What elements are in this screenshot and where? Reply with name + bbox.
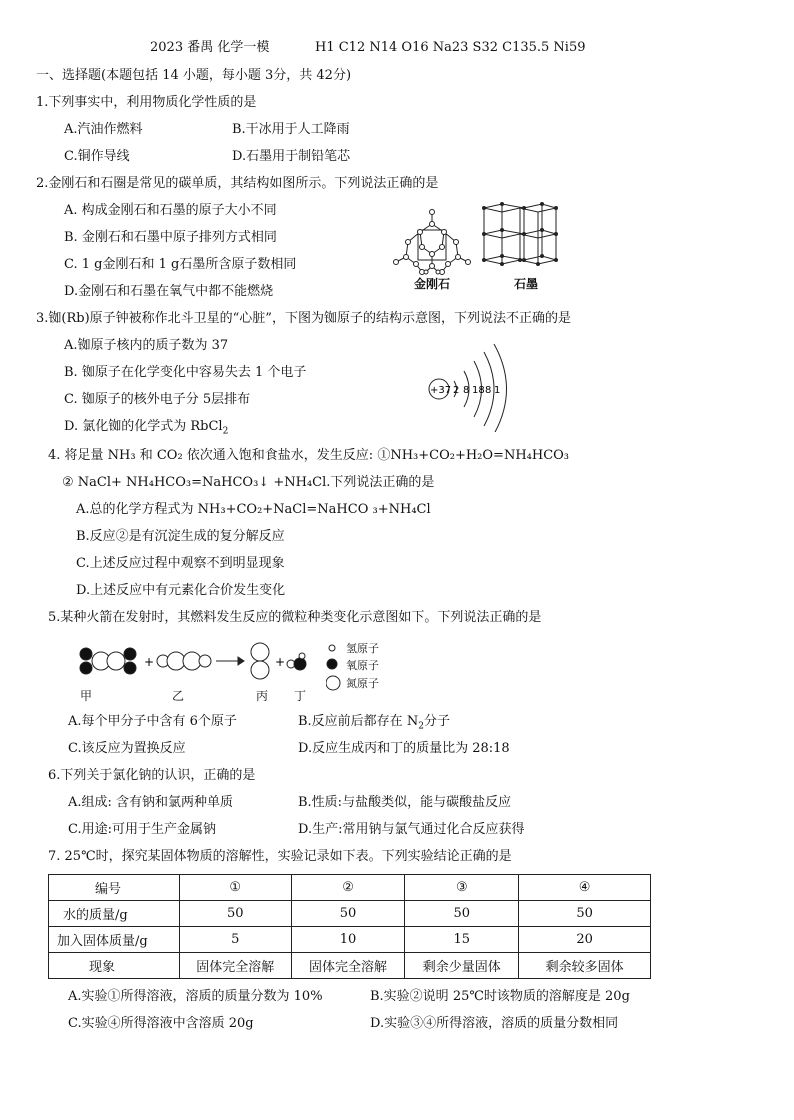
q5-option-b-text: B.反应前后都存在 N [298,714,419,729]
label-yi: 乙 [172,689,185,703]
q7-option-c: C.实验④所得溶液中含溶质 20g [68,1016,254,1031]
legend-markers [326,642,342,692]
table-cell: ② [291,875,405,901]
shell-2-count: 8 [463,385,470,396]
nucleus-charge: +37 [430,385,452,396]
table-cell: 20 [519,927,651,953]
q3-stem: 3.铷(Rb)原子钟被称作北斗卫星的“心脏”，下图为铷原子的结构示意图，下列说法不正确的是 [36,311,571,326]
q5-option-a: A.每个甲分子中含有 6个原子 [68,714,237,729]
q5-option-b-suffix: 分子 [423,714,450,729]
q6-option-d: D.生产:常用钠与氯气通过化合反应获得 [298,822,525,837]
table-row [49,901,651,927]
solubility-table [48,874,651,979]
table-cell: 50 [519,901,651,927]
q6-option-c: C.用途:可用于生产金属钠 [68,822,216,837]
q4-stem-line2: ② NaCl+ NH₄HCO₃=NaHCO₃↓ +NH₄Cl.下列说法正确的是 [62,475,435,490]
q7-stem: 7. 25℃时，探究某固体物质的溶解性，实验记录如下表。下列实验结论正确的是 [48,849,512,864]
q4-stem-line1: 4. 将足量 NH₃ 和 CO₂ 依次通入饱和食盐水，发生反应: ①NH₃+CO₂+H₂O=NH₄HCO₃ [48,448,570,463]
q3-option-b: B. 铷原子在化学变化中容易失去 1 个电子 [64,365,307,380]
graphite-structure [484,204,556,264]
section-heading: 一、选择题(本题包括 14 小题，每小题 3分，共 42分) [36,68,352,83]
q7-option-d: D.实验③④所得溶液，溶质的质量分数相同 [370,1016,619,1031]
table-cell: 50 [405,901,519,927]
table-cell: ④ [519,875,651,901]
table-cell: 编号 [49,875,180,901]
q1-option-b: B.干冰用于人工降雨 [232,122,350,137]
q3-option-c: C. 铷原子的核外电子分 5层排布 [64,392,251,407]
table-cell: 现象 [49,953,180,979]
plus-sign-2: + [275,655,286,669]
table-cell: 15 [405,927,519,953]
q3-option-d-subscript: 2 [222,426,229,437]
shell-3-count: 18 [472,385,485,396]
q5-stem: 5.某种火箭在发射时，其燃料发生反应的微粒种类变化示意图如下。下列说法正确的是 [48,610,542,625]
table-cell: 50 [179,901,291,927]
q1-option-a: A.汽油作燃料 [64,122,143,137]
table-cell: 水的质量/g [49,901,180,927]
q7-option-a: A.实验①所得溶液，溶质的质量分数为 10% [68,989,323,1004]
q2-option-b: B. 金刚石和石墨中原子排列方式相同 [64,230,277,245]
table-cell: 剩余少量固体 [405,953,519,979]
q5-option-d: D.反应生成丙和丁的质量比为 28:18 [298,741,510,756]
q1-stem: 1.下列事实中，利用物质化学性质的是 [36,95,257,110]
table-cell: 固体完全溶解 [291,953,405,979]
q4-option-c: C.上述反应过程中观察不到明显现象 [76,556,285,571]
q1-option-c: C.铜作导线 [64,149,130,164]
table-cell: 5 [179,927,291,953]
label-ding: 丁 [294,689,307,703]
q6-option-a: A.组成: 含有钠和氯两种单质 [68,795,234,810]
q5-option-c: C.该反应为置换反应 [68,741,186,756]
q4-option-a: A.总的化学方程式为 NH₃+CO₂+NaCl=NaHCO ₃+NH₄Cl [76,502,431,517]
q6-option-b: B.性质:与盐酸类似，能与碳酸盐反应 [298,795,512,810]
table-row [49,875,651,901]
q4-option-d: D.上述反应中有元素化合价发生变化 [76,583,286,598]
graphite-label: 石墨 [514,277,539,291]
q2-stem: 2.金刚石和石圈是常见的碳单质，其结构如图所示。下列说法正确的是 [36,176,439,191]
q5-option-b [298,714,450,735]
shell-4-count: 8 [485,385,492,396]
shell-1-count: 2 [453,385,460,396]
exam-title: 2023 番禺 化学一模 [150,40,270,55]
table-row [49,927,651,953]
q2-option-a: A. 构成金刚石和石墨的原子大小不同 [64,203,277,218]
q6-stem: 6.下列关于氯化钠的认识，正确的是 [48,768,256,783]
label-jia: 甲 [80,689,93,703]
plus-sign-1: + [144,655,155,669]
label-bing: 丙 [256,689,269,703]
q2-option-d: D.金刚石和石墨在氧气中都不能燃烧 [64,284,274,299]
table-cell: ③ [405,875,519,901]
table-cell: 固体完全溶解 [179,953,291,979]
q5-option-b-subscript: 2 [418,721,424,732]
q4-option-b: B.反应②是有沉淀生成的复分解反应 [76,529,285,544]
q3-option-d [64,419,228,440]
table-cell: 50 [291,901,405,927]
table-cell: 加入固体质量/g [49,927,180,953]
q3-option-d-text: D. 氯化铷的化学式为 RbCl [64,419,223,434]
diamond-label: 金刚石 [414,277,451,291]
q7-option-b: B.实验②说明 25℃时该物质的溶解度是 20g [370,989,630,1004]
q2-option-c: C. 1 g金刚石和 1 g石墨所含原子数相同 [64,257,297,272]
table-cell: ① [179,875,291,901]
table-cell: 10 [291,927,405,953]
rubidium-atom-diagram [422,342,512,432]
q3-option-a: A.铷原子核内的质子数为 37 [64,338,229,353]
table-row [49,953,651,979]
q1-option-d: D.石墨用于制铅笔芯 [232,149,351,164]
legend-nitrogen: 氮原子 [346,677,379,690]
table-cell: 剩余较多固体 [519,953,651,979]
atomic-masses: H1 C12 N14 O16 Na23 S32 C135.5 Ni59 [315,40,586,55]
legend-hydrogen: 氢原子 [346,642,379,655]
legend-oxygen: 氧原子 [346,659,379,672]
shell-5-count: 1 [494,385,501,396]
